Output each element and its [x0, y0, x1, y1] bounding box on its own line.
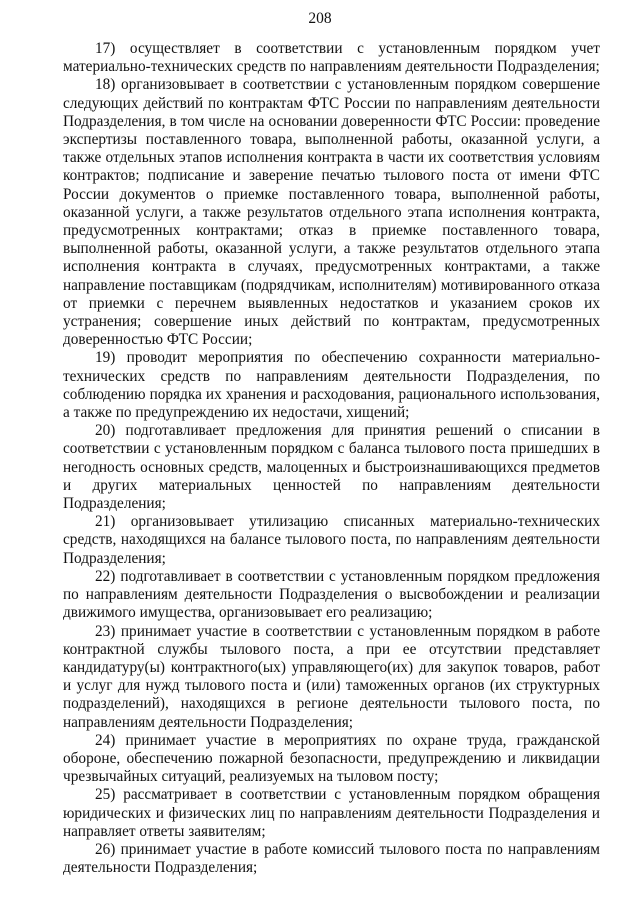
paragraph-20: 20) подготавливает предложения для принятия решений о списании в соответствии с установленным порядком с баланса тылового поста пришедших в негодность основных средств, малоценных и быстроизнашивающихся предметов и других материальных ценностей по направлениям деятельности Подразделения;	[63, 422, 600, 513]
paragraph-19: 19) проводит мероприятия по обеспечению сохранности материально-технических средств по направлениям деятельности Подразделения, по соблюдению порядка их хранения и расходования, рационального использования, а также по предупреждению их недостачи, хищений;	[63, 349, 600, 422]
paragraph-21: 21) организовывает утилизацию списанных материально-технических средств, находящихся на балансе тылового поста, по направлениям деятельности Подразделения;	[63, 513, 600, 567]
paragraph-23: 23) принимает участие в соответствии с установленным порядком в работе контрактной службы тылового поста, а при ее отсутствии представляет кандидатуру(ы) контрактного(ых) управляющего(их) для закупок товаров, работ и услуг для нужд тылового поста и (или) таможенных органов (их структурных подразделений), находящихся в регионе деятельности тылового поста, по направлениям деятельности Подразделения;	[63, 622, 600, 731]
page-number: 208	[308, 10, 332, 27]
document-body	[63, 40, 600, 877]
paragraph-26: 26) принимает участие в работе комиссий тылового поста по направлениям деятельности Подразделения;	[63, 840, 600, 877]
paragraph-18: 18) организовывает в соответствии с установленным порядком совершение следующих действий по контрактам ФТС России по направлениям деятельности Подразделения, в том числе на основании доверенности ФТС России: проведение экспертизы поставленного товара, выполненной работы, оказанной услуги, а также отдельных этапов исполнения контракта в части их соответствия условиям контрактов; подписание и заверение печатью тылового поста от имени ФТС России документов о приемке поставленного товара, выполненной работы, оказанной услуги, а также результатов отдельного этапа исполнения контракта, предусмотренных контрактами; отказ в приемке поставленного товара, выполненной работы, оказанной услуги, а также результатов отдельного этапа исполнения контракта в случаях, предусмотренных контрактами, а также направление поставщикам (подрядчикам, исполнителям) мотивированного отказа от приемки с перечнем выявленных недостатков и указанием сроков их устранения; совершение иных действий по контрактам, предусмотренных доверенностью ФТС России;	[63, 76, 600, 349]
paragraph-25: 25) рассматривает в соответствии с установленным порядком обращения юридических и физических лиц по направлениям деятельности Подразделения и направляет ответы заявителям;	[63, 786, 600, 840]
paragraph-24: 24) принимает участие в мероприятиях по охране труда, гражданской обороне, обеспечению пожарной безопасности, предупреждению и ликвидации чрезвычайных ситуаций, реализуемых на тыловом посту;	[63, 731, 600, 786]
paragraph-22: 22) подготавливает в соответствии с установленным порядком предложения по направлениям деятельности Подразделения о высвобождении и реализации движимого имущества, организовывает его реализацию;	[63, 567, 600, 622]
paragraph-17: 17) осуществляет в соответствии с установленным порядком учет материально-технических средств по направлениям деятельности Подразделения;	[63, 40, 600, 76]
